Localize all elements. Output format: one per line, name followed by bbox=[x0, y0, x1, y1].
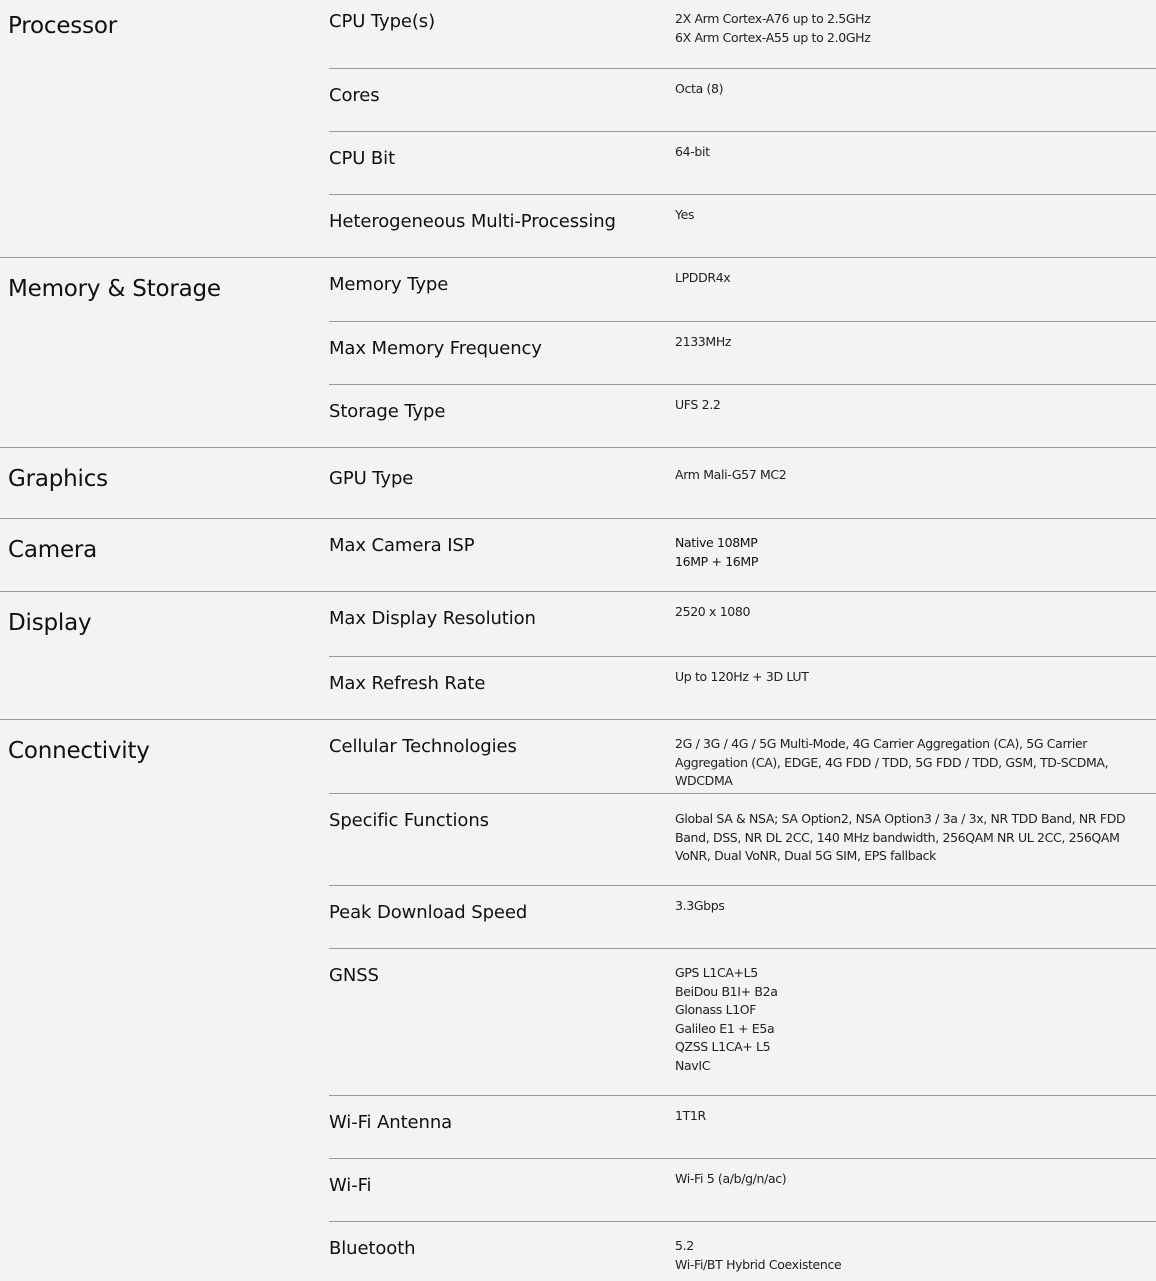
spec-value: Yes bbox=[675, 207, 695, 222]
spec-value: 5.2 Wi-Fi/BT Hybrid Coexistence bbox=[675, 1238, 842, 1272]
spec-value: Global SA & NSA; SA Option2, NSA Option3 / 3a / 3x, NR TDD Band, NR FDD Band, DSS, NR DL 2CC, 140 MHz bandwidth, 256QAM NR UL 2CC, 256QAM VoNR, Dual VoNR, Dual 5G SIM, EPS fallback bbox=[675, 811, 1126, 863]
spec-row-memory-type bbox=[329, 258, 1156, 321]
section-camera bbox=[0, 518, 1156, 591]
spec-label: GPU Type bbox=[329, 468, 414, 489]
spec-rows bbox=[329, 448, 1156, 518]
section-title: Camera bbox=[8, 537, 98, 563]
spec-label: Bluetooth bbox=[329, 1238, 416, 1259]
spec-label: Memory Type bbox=[329, 274, 449, 295]
section-processor bbox=[0, 0, 1156, 257]
spec-row-cores bbox=[329, 68, 1156, 131]
spec-row-peak-download-speed bbox=[329, 885, 1156, 948]
spec-label: Max Camera ISP bbox=[329, 535, 475, 556]
spec-label: Max Display Resolution bbox=[329, 608, 536, 629]
spec-row-wifi-antenna bbox=[329, 1095, 1156, 1158]
spec-row-gnss bbox=[329, 948, 1156, 1095]
spec-label: GNSS bbox=[329, 965, 379, 986]
spec-label: Storage Type bbox=[329, 401, 446, 422]
spec-row-bluetooth bbox=[329, 1221, 1156, 1281]
spec-value: 64-bit bbox=[675, 144, 710, 159]
section-graphics bbox=[0, 447, 1156, 518]
section-memory-storage bbox=[0, 257, 1156, 447]
spec-label: Cellular Technologies bbox=[329, 736, 517, 757]
spec-value: LPDDR4x bbox=[675, 270, 731, 285]
section-title: Connectivity bbox=[8, 738, 150, 764]
spec-row-wifi bbox=[329, 1158, 1156, 1221]
spec-value: 3.3Gbps bbox=[675, 898, 725, 913]
spec-value: 1T1R bbox=[675, 1108, 706, 1123]
section-title: Display bbox=[8, 610, 92, 636]
spec-row-storage-type bbox=[329, 384, 1156, 447]
spec-value: Octa (8) bbox=[675, 81, 724, 96]
spec-value: 2X Arm Cortex-A76 up to 2.5GHz 6X Arm Cortex-A55 up to 2.0GHz bbox=[675, 11, 871, 45]
spec-value: Up to 120Hz + 3D LUT bbox=[675, 669, 809, 684]
spec-rows bbox=[329, 720, 1156, 1281]
spec-label: Peak Download Speed bbox=[329, 902, 528, 923]
section-display bbox=[0, 591, 1156, 719]
section-connectivity bbox=[0, 719, 1156, 1281]
spec-value: Arm Mali-G57 MC2 bbox=[675, 467, 787, 482]
spec-value: GPS L1CA+L5 BeiDou B1I+ B2a Glonass L1OF Galileo E1 + E5a QZSS L1CA+ L5 NavIC bbox=[675, 965, 778, 1073]
spec-value: 2133MHz bbox=[675, 334, 732, 349]
spec-label: Max Memory Frequency bbox=[329, 338, 542, 359]
section-title: Memory & Storage bbox=[8, 276, 221, 302]
spec-label: CPU Bit bbox=[329, 148, 396, 169]
spec-rows bbox=[329, 592, 1156, 719]
spec-row-max-camera-isp bbox=[329, 519, 1156, 591]
spec-value: 2520 x 1080 bbox=[675, 604, 751, 619]
spec-row-gpu-type bbox=[329, 448, 1156, 518]
spec-row-max-display-resolution bbox=[329, 592, 1156, 656]
spec-value: 2G / 3G / 4G / 5G Multi-Mode, 4G Carrier Aggregation (CA), 5G Carrier Aggregation (CA), EDGE, 4G FDD / TDD, 5G FDD / TDD, GSM, TD-SCDMA, WDCDMA bbox=[675, 736, 1109, 788]
spec-rows bbox=[329, 258, 1156, 447]
section-title: Graphics bbox=[8, 466, 108, 492]
spec-value: Wi-Fi 5 (a/b/g/n/ac) bbox=[675, 1171, 787, 1186]
spec-row-cpu-bit bbox=[329, 131, 1156, 194]
spec-label: Cores bbox=[329, 85, 380, 106]
spec-rows bbox=[329, 519, 1156, 591]
section-title: Processor bbox=[8, 13, 117, 39]
spec-label: Heterogeneous Multi-Processing bbox=[329, 211, 616, 232]
spec-row-max-memory-frequency bbox=[329, 321, 1156, 384]
spec-row-cellular-technologies bbox=[329, 720, 1156, 793]
spec-row-max-refresh-rate bbox=[329, 656, 1156, 719]
spec-label: Max Refresh Rate bbox=[329, 673, 486, 694]
spec-row-cpu-type bbox=[329, 0, 1156, 68]
spec-label: Specific Functions bbox=[329, 810, 489, 831]
spec-value: UFS 2.2 bbox=[675, 397, 721, 412]
spec-row-hmp bbox=[329, 194, 1156, 257]
spec-rows bbox=[329, 0, 1156, 257]
spec-label: Wi-Fi Antenna bbox=[329, 1112, 453, 1133]
spec-label: Wi-Fi bbox=[329, 1175, 372, 1196]
spec-value: Native 108MP 16MP + 16MP bbox=[675, 535, 759, 569]
spec-row-specific-functions bbox=[329, 793, 1156, 885]
spec-label: CPU Type(s) bbox=[329, 11, 435, 32]
